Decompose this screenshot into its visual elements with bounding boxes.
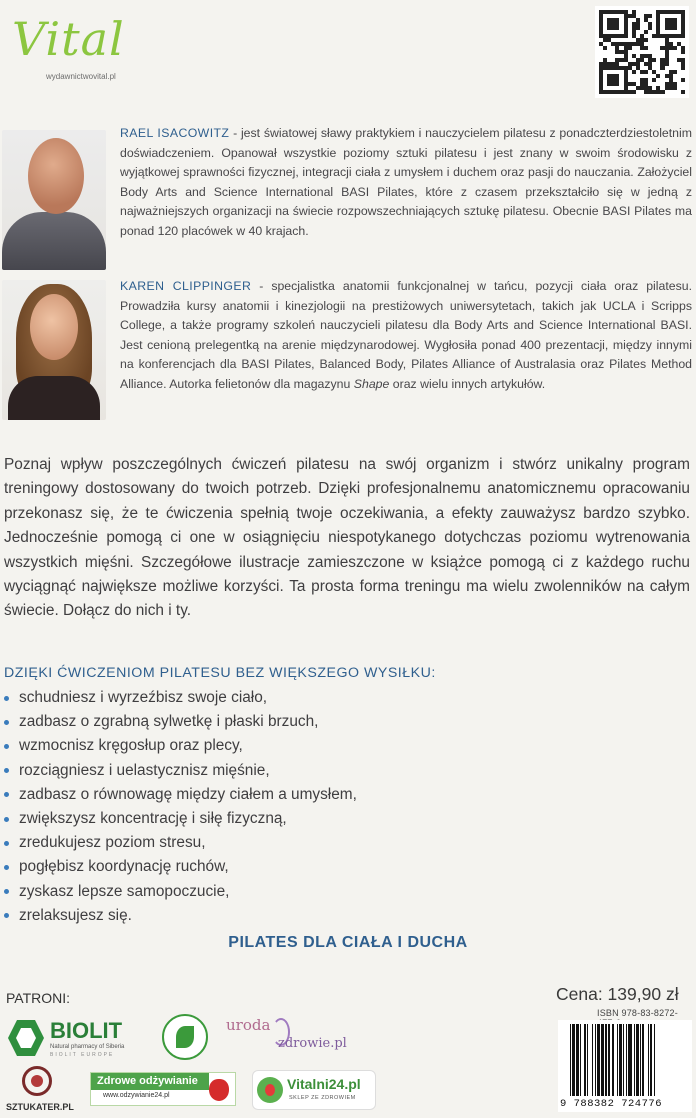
- barcode-bars: [570, 1024, 686, 1096]
- benefit-item: [4, 783, 357, 807]
- author-photo-karen-clippinger: [2, 280, 106, 420]
- sponsor-vitalni24-logo[interactable]: [252, 1070, 376, 1110]
- logo-url: wydawnictwovital.pl: [46, 72, 116, 81]
- barcode: [558, 1020, 692, 1112]
- benefit-item: [4, 807, 357, 831]
- bullet-icon: [4, 913, 9, 918]
- bullet-icon: [4, 841, 9, 846]
- benefit-text: schudniesz i wyrzeźbisz swoje ciało,: [19, 689, 268, 706]
- leaf-icon: [176, 1026, 194, 1048]
- sponsor-tagline: SKLEP ZE ZDROWIEM: [289, 1095, 356, 1101]
- benefit-text: pogłębisz koordynację ruchów,: [19, 858, 229, 876]
- benefit-item: [4, 710, 357, 734]
- snail-icon: [22, 1066, 52, 1096]
- sponsor-herbal-logo[interactable]: [162, 1014, 208, 1060]
- benefit-text: rozciągniesz i uelastycznisz mięśnie,: [19, 761, 270, 779]
- heart-icon: [257, 1077, 283, 1103]
- benefit-text: wzmocnisz kręgosłup oraz plecy,: [19, 737, 243, 755]
- benefit-item: [4, 904, 357, 928]
- author-bio-text: - jest światowej sławy praktykiem i nauczycielem pilatesu z ponadczterdziestoletnim doświadczeniem. Opanował wszystkie poziomy sztuki pilatesu i jest znany w swoim środowisku z wyjątkowej sprawności fizycznej, integracji ciała z umysłem i duchem oraz pasji do nauczania. Założyciel Body Arts and Science International BASI Pilates, które z czasem przekształciło się w jedną z najważniejszych organizacji na świecie rozpowszechniających sztukę pilatesu. Obecnie BASI Pilates ma ponad 120 placówek w 40 krajach.: [120, 126, 692, 238]
- logo-word: Vital: [12, 12, 125, 66]
- sponsor-tagline: Natural pharmacy of Siberia: [50, 1044, 125, 1050]
- sponsor-uroda-zdrowie-logo[interactable]: [226, 1016, 356, 1056]
- isbn: ISBN 978-83-8272-: [597, 1008, 678, 1018]
- author-name: KAREN CLIPPINGER: [120, 279, 252, 293]
- benefit-text: zadbasz o zgrabną sylwetkę i płaski brzuch,: [19, 713, 319, 731]
- sponsor-tagline: BIOLIT EUROPE: [50, 1052, 115, 1058]
- vital-logo[interactable]: [8, 12, 143, 88]
- bullet-icon: [4, 889, 9, 894]
- benefit-item: [4, 686, 357, 710]
- sponsor-name: Vitalni24.pl: [287, 1076, 361, 1092]
- author-bio-text-end: oraz wielu innych artykułów.: [389, 376, 546, 391]
- bullet-icon: [4, 817, 9, 822]
- benefits-list: [4, 686, 357, 928]
- hexagon-icon: [8, 1020, 44, 1056]
- sponsor-url: www.odzywianie24.pl: [103, 1092, 170, 1099]
- bullet-icon: [4, 768, 9, 773]
- benefit-item: [4, 880, 357, 904]
- sponsor-name: zdrowie.pl: [278, 1036, 347, 1051]
- bullet-icon: [4, 696, 9, 701]
- sponsor-sztukater-logo[interactable]: [6, 1066, 76, 1116]
- benefits-heading: DZIĘKI ĆWICZENIOM PILATESU BEZ WIĘKSZEGO WYSIŁKU:: [4, 665, 436, 681]
- bullet-icon: [4, 865, 9, 870]
- barcode-digits: 9 788382 724776: [560, 1098, 663, 1110]
- price: Cena: 139,90 zł: [556, 984, 679, 1004]
- sponsor-biolit-logo[interactable]: [8, 1018, 138, 1062]
- sponsor-zdrowe-odzywianie-logo[interactable]: [90, 1072, 236, 1106]
- sponsor-name: BIOLIT: [50, 1018, 123, 1043]
- sponsor-name: SZTUKATER.PL: [6, 1102, 74, 1112]
- benefit-text: zyskasz lepsze samopoczucie,: [19, 882, 230, 900]
- author-photo-rael-isacowitz: [2, 130, 106, 270]
- bullet-icon: [4, 720, 9, 725]
- qr-code-icon: [595, 6, 689, 98]
- author-bio-text: - specjalistka anatomii funkcjonalnej w tańcu, pozycji ciała oraz pilatesu. Prowadziła kursy anatomii i kinezjologii na prestiżowych uniwersytetach, takich jak UCLA i Scripps College, a także programy szkoleń nauczycieli pilatesu dla Body Arts and Science International BASI. Jest cenioną prelegentką na arenie międzynarodowej. Wygłosiła ponad 400 prezentacji, między innymi na konferencjach dla BASI Pilates, Balanced Body, Pilates Alliance of Australasia oraz Pilates Method Alliance. Autorka felietonów dla magazynu: [120, 279, 693, 391]
- benefit-item: [4, 759, 357, 783]
- benefit-item: [4, 734, 357, 758]
- patrons-label: PATRONI:: [6, 990, 71, 1006]
- apple-icon: [209, 1079, 229, 1101]
- sponsor-name: Zdrowe odżywianie: [97, 1075, 198, 1087]
- magazine-title: Shape: [353, 376, 390, 391]
- bullet-icon: [4, 792, 9, 797]
- sponsor-name: uroda: [226, 1016, 271, 1034]
- author-name: RAEL ISACOWITZ: [120, 126, 230, 140]
- author-bio: [120, 277, 692, 395]
- author-bio: [120, 124, 692, 242]
- slogan: PILATES DLA CIAŁA I DUCHA: [228, 934, 468, 951]
- bullet-icon: [4, 744, 9, 749]
- benefit-text: zwiększysz koncentrację i siłę fizyczną,: [19, 810, 287, 828]
- benefit-item: [4, 831, 357, 855]
- benefit-text: zadbasz o równowagę między ciałem a umysłem,: [19, 785, 357, 803]
- book-description: Poznaj wpływ poszczególnych ćwiczeń pilatesu na swój organizm i stwórz unikalny program treningowy dostosowany do twoich potrzeb. Dzięki profesjonalnemu anatomicznemu opracowaniu przekonasz się, że te ćwiczenia spełnią twoje oczekiwania, a efekty zauważysz bardzo szybko. Jednocześnie pomogą ci one w osiągnięciu niespotykanego dotychczas poziomu wytrenowania wszystkich mięśni. Szczegółowe ilustracje zamieszczone w książce pomogą ci z każdego ruchu wyciągnąć największe możliwe korzyści. Ta prosta forma treningu ma wielu zwolenników na całym świecie. Dołącz do nich i ty.: [4, 456, 690, 620]
- benefit-text: zrelaksujesz się.: [19, 906, 132, 924]
- benefit-item: [4, 855, 357, 879]
- benefit-text: zredukujesz poziom stresu,: [19, 834, 206, 852]
